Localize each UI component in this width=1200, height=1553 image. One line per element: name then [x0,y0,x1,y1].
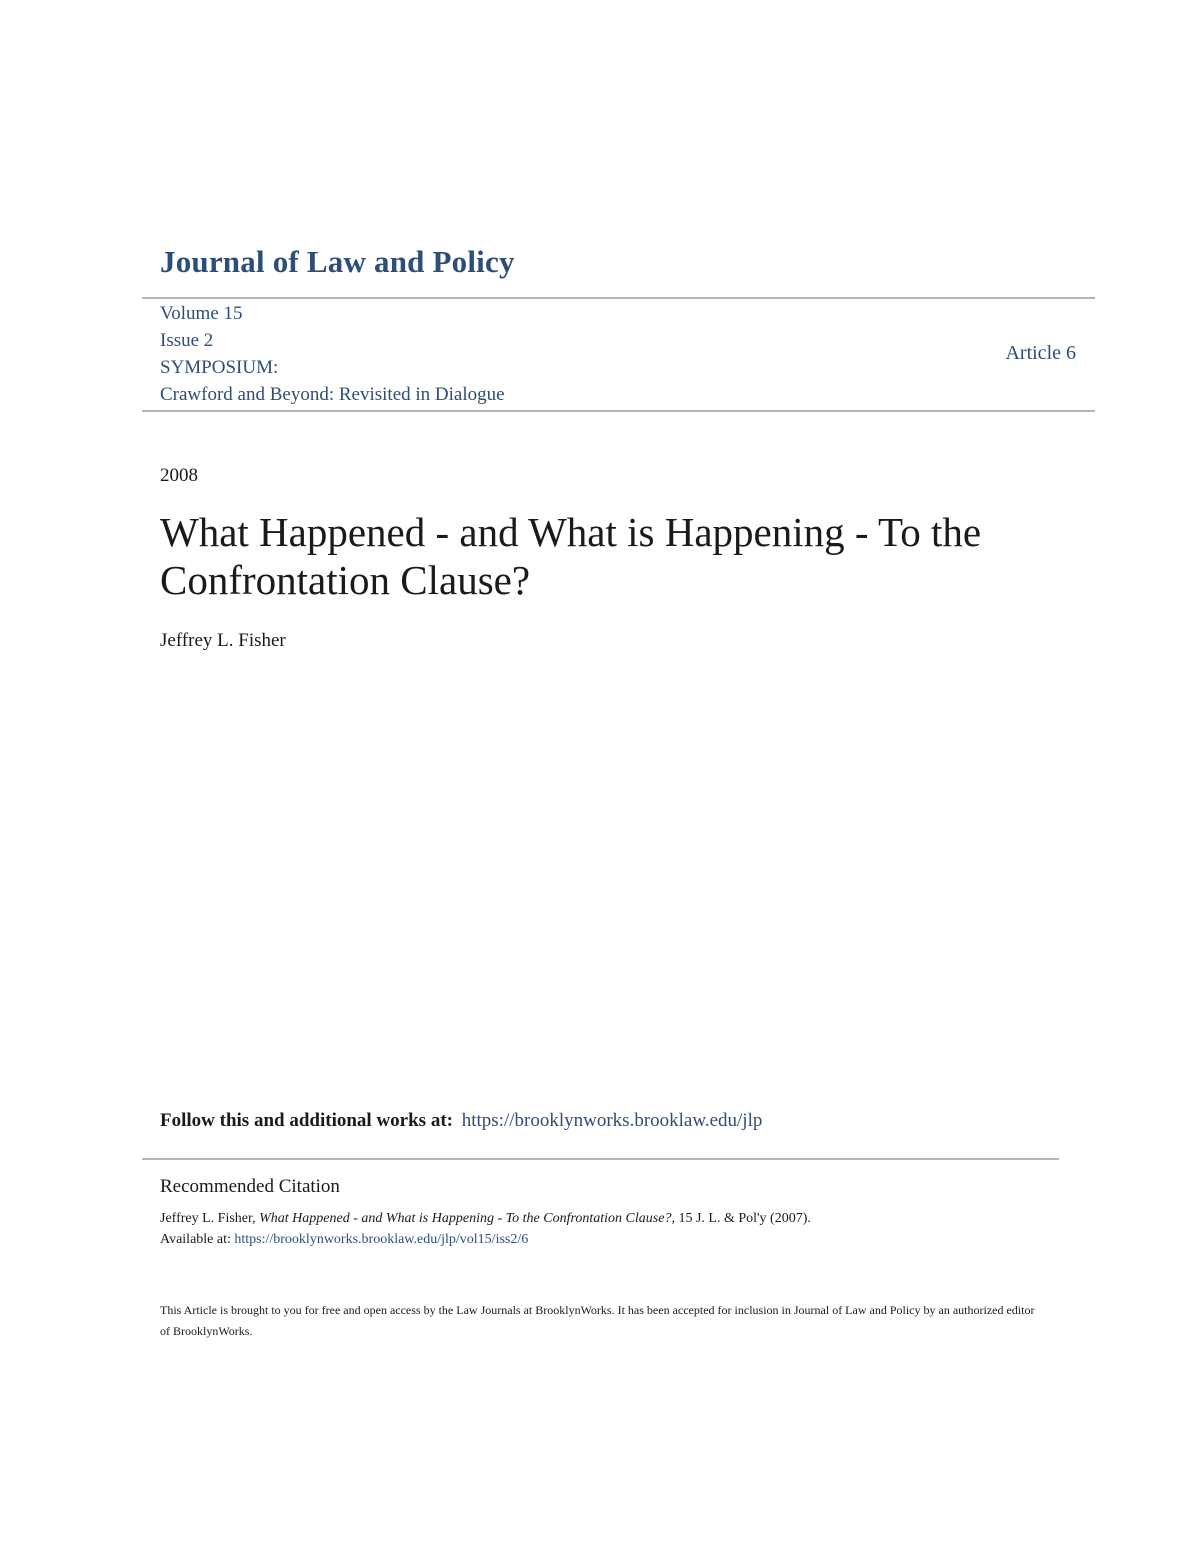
citation-body [160,1208,1040,1250]
symposium-title-link[interactable]: Crawford and Beyond: Revisited in Dialogue [160,384,505,405]
repository-link[interactable]: https://brooklynworks.brooklaw.edu/jlp [461,1110,763,1131]
article-title: What Happened - and What is Happening - To the Confrontation Clause? [160,509,982,603]
citation-available-line [160,1229,1040,1250]
article-link[interactable]: https://brooklynworks.brooklaw.edu/jlp/vol15/iss2/6 [234,1232,529,1247]
citation-line [160,1208,1040,1229]
volume-link[interactable]: Volume 15 [160,303,243,324]
author-name: Jeffrey L. Fisher [160,630,286,651]
citation-source: 15 J. L. & Pol'y (2007). [678,1211,811,1226]
available-label: Available at: [160,1232,231,1247]
journal-title[interactable]: Journal of Law and Policy [160,244,515,279]
follow-line [160,1110,762,1132]
citation-author: Jeffrey L. Fisher, [160,1211,256,1226]
publication-year: 2008 [160,465,198,486]
issue-link[interactable]: Issue 2 [160,330,214,351]
article-number-link[interactable]: Article 6 [1005,342,1076,364]
issue-info [160,300,505,408]
citation-title: What Happened - and What is Happening - To the Confrontation Clause?, [259,1211,675,1226]
divider-top [142,297,1095,299]
symposium-link[interactable]: SYMPOSIUM: [160,357,279,378]
access-note: This Article is brought to you for free and open access by the Law Journals at BrooklynWorks. It has been accepted for inclusion in Journal of Law and Policy by an authorized editor of BrooklynWorks. [160,1303,1035,1338]
divider-bottom [142,1158,1059,1160]
follow-label: Follow this and additional works at: [160,1110,453,1131]
divider-middle [142,410,1095,412]
citation-heading: Recommended Citation [160,1176,340,1197]
